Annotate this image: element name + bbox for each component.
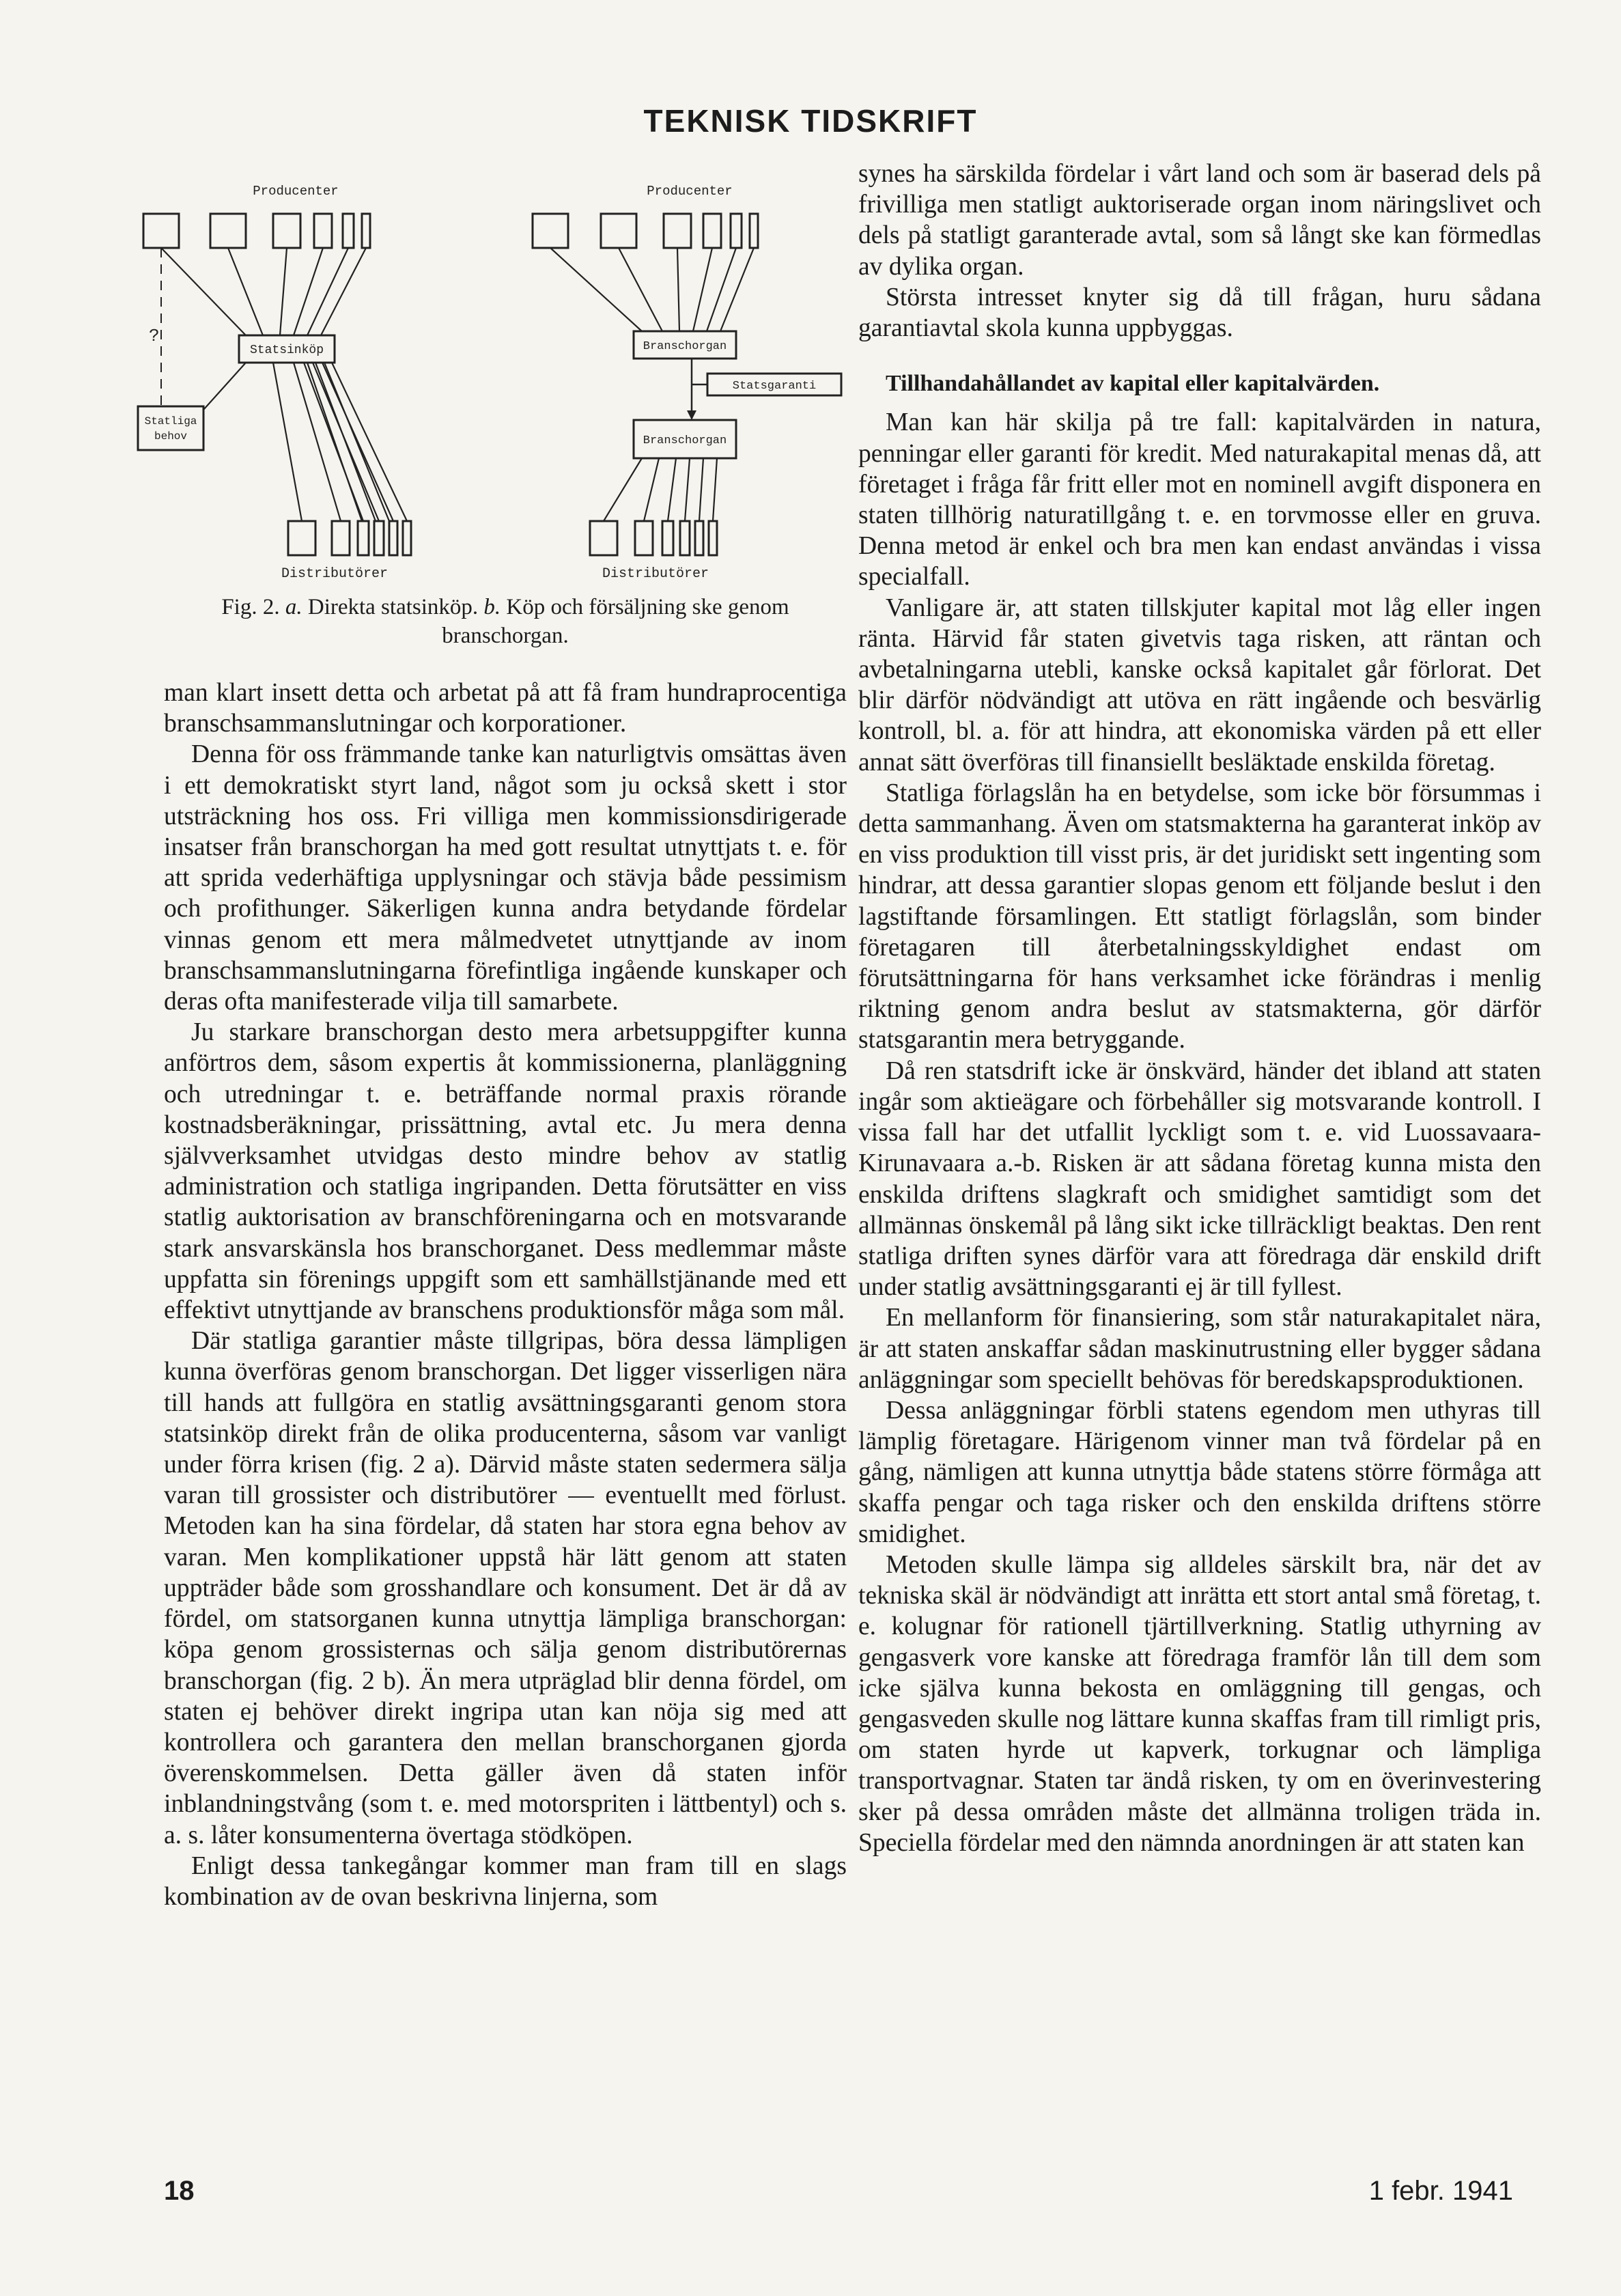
fig-a-producer-box <box>362 214 370 248</box>
section-heading: Tillhandahållandet av kapital eller kapitalvärden. <box>886 371 1380 397</box>
fig-b-producers-label: Producenter <box>647 184 733 199</box>
paragraph: Denna för oss främmande tanke kan naturligtvis omsättas även i ett demokratiskt styrt land, något som ju också skett i stor utsträckning hos oss. Fri villiga men kommissionsdirigerade insatser från branschorgan ha med gott resultat utnyttjats t. e. för att sprida vederhäftiga upplysningar och stävja både pessimism och profithunger. Säkerligen kunna andra betydande fördelar vinnas genom ett mera målmedvetet utnyttjande av inom branschsammanslutningarna förefintliga ingående kunskaper och deras ofta manifesterade vilja till samarbete. <box>164 740 847 1016</box>
fig-b-producer-box <box>750 214 758 248</box>
fig-a-distributors-label: Distributörer <box>281 566 389 577</box>
left-column <box>164 677 847 1912</box>
fig-a-producer-box <box>273 214 300 248</box>
fig-b-distributor-box <box>635 521 653 555</box>
fig-a-distributor-box <box>288 521 315 555</box>
paragraph: synes ha särskilda fördelar i vårt land och som är baserad dels på frivilliga men statligt auktoriserade organ inom näringslivet och dels på statligt garanterade avtal, som så långt ske kan förmedlas av dylika organ. <box>858 160 1541 281</box>
paragraph: Enligt dessa tankegångar kommer man fram till en slags kombination av de ovan beskrivna linjerna, som <box>164 1851 847 1911</box>
fig-a-question-mark: ? <box>149 326 160 346</box>
paragraph: Statliga förlagslån ha en betydelse, som icke bör försummas i detta sammanhang. Även om statsmakterna ha garanterat inköp av en viss produktion till visst pris, är det juridiskt sett ingenting som hindrar, att dessa garantier slopas genom ett följande beslut i den lagstiftande församlingen. Ett statligt förlagslån, som binder företagaren till återbetalningsskyldighet endast om förutsättningarna för hans verksamhet icke förändras i menlig riktning genom andra beslut av statsmakterna, gör därför statsgarantin mera betryggande. <box>858 779 1541 1054</box>
fig-a-center-label: Statsinköp <box>249 344 324 357</box>
fig-b-producer-box <box>664 214 691 248</box>
page-number: 18 <box>164 2176 195 2206</box>
fig-b-center-label: Branschorgan <box>643 340 727 353</box>
figure-caption <box>164 593 847 650</box>
fig-b-producer-box <box>533 214 568 248</box>
fig-a-distributor-box <box>403 521 411 555</box>
fig-b-distributor-box <box>590 521 617 555</box>
paragraph: Dessa anläggningar förbli statens egendom men uthyras till lämplig företagare. Härigenom vinner man två fördelar på en gång, nämligen att kunna utnyttja både statens större förmåga att skaffa pengar och taga risker och den enskilda driftens större smidighet. <box>858 1396 1541 1548</box>
fig-a-distributor-box <box>374 521 384 555</box>
paragraph: Metoden skulle lämpa sig alldeles särskilt bra, när det av tekniska skäl är nödvändigt att inrätta ett stort antal små företag, t. e. kolugnar för rationell tjärtillverkning. Statlig uthyrning av gengasverk vore kanske att föredraga framför lån till dem som icke själva kunna bekosta en omläggning till gengas, och gengasveden skulle nog lättare kunna skaffas fram till rimligt pris, om staten hyrde ut kapverk, torkugnar och lämpliga transportvagnar. Staten tar ändå risken, ty om en överinvestering sker på dessa områden måste det allmänna troligen träda in. Speciella fördelar med den nämnda anordningen är att staten kan <box>858 1550 1541 1857</box>
fig-a-producer-box <box>210 214 246 248</box>
fig-caption-b-label: b. <box>483 595 501 619</box>
paragraph: Största intresset knyter sig då till frågan, huru sådana garantiavtal skola kunna uppbyggas. <box>858 283 1541 343</box>
fig-a-distributor-box <box>332 521 350 555</box>
fig-b-distributor-box <box>680 521 690 555</box>
fig-number: Fig. 2. <box>221 595 280 619</box>
fig-a-distributor-box <box>389 521 397 555</box>
paragraph: Man kan här skilja på tre fall: kapitalvärden in natura, penningar eller garanti för kredit. Med naturakapital menas då, att företaget i fråga får fritt eller mot en nominell avgift disponera en staten tillhörig naturatillgång t. e. en torvmosse eller en gruva. Denna metod är enkel och bra men kan endast användas i vissa specialfall. <box>858 408 1541 591</box>
paragraph: Ju starkare branschorgan desto mera arbetsuppgifter kunna anförtros dem, såsom expertis åt kommissionerna, planläggning och utredningar t. e. beträffande normal praxis rörande kostnadsberäkningar, prissättning, avtal etc. Ju mera denna självverksamhet utvidgas desto mindre behov av statlig administration och statliga ingripanden. Detta förutsätter en viss statlig auktorisation av branschföreningarna och en motsvarande stark ansvarskänsla hos branschorganet. Dess medlemmar måste uppfatta sin förenings uppgift som ett samhällstjänande med ett effektivt utnyttjande av branschens produktionsför måga som mål. <box>164 1018 847 1325</box>
fig-a-producer-box <box>143 214 179 248</box>
paragraph: Vanligare är, att staten tillskjuter kapital mot låg eller ingen ränta. Härvid får staten givetvis taga risken, att räntan och avbetalningarna utebli, kanske också kapitalet går förlorat. Det blir därför nödvändigt att utöva en rätt ingående och besvärlig kontroll, bl. a. för att hindra, att ekonomiska värden på ett eller annat sätt överföras till finansiellt besläktade enskilda företag. <box>858 593 1541 776</box>
fig-b-producer-box <box>703 214 721 248</box>
fig-a-state-needs-box <box>138 406 203 450</box>
journal-masthead: TEKNISK TIDSKRIFT <box>643 103 978 139</box>
paragraph: Då ren statsdrift icke är önskvärd, händer det ibland att staten ingår som aktieägare och förbehåller sig motsvarande kontroll. I vissa fall har det utfallit lyckligt som t. e. vid Luossavaara-Kirunavaara a.-b. Risken är att sådana företag kunna mista den enskilda driftens slagkraft och smidighet samtidigt som det allmännas önskemål på lång sikt icke tillräckligt beaktas. Den rent statliga driften synes därför vara att föredraga där enskild drift under statlig avsättningsgaranti ej är till fyllest. <box>858 1056 1541 1302</box>
fig-b-producer-box <box>731 214 742 248</box>
fig-b-distributor-box <box>709 521 717 555</box>
fig-a-state-needs-label-1: Statliga <box>144 415 197 428</box>
fig-b-producer-box <box>601 214 636 248</box>
fig-caption-a-text: Direkta statsinköp. <box>307 595 479 619</box>
issue-date: 1 febr. 1941 <box>1368 2176 1513 2206</box>
fig-caption-b-text: Köp och försäljning ske genom branschorgan. <box>442 595 789 648</box>
fig-caption-a-label: a. <box>285 595 302 619</box>
paragraph: Där statliga garantier måste tillgripas, böra dessa lämpligen kunna överföras genom branschorgan. Det ligger visserligen nära till hands att fullgöra en statlig avsättningsgaranti genom stora statsinköp direkt från de olika producenterna, såsom var vanligt under förra krisen (fig. 2 a). Därvid måste staten sedermera sälja varan till grossister och distributörer — eventuellt med förlust. Metoden kan ha sina fördelar, då staten har stora egna behov av varan. Men komplikationer uppstå här lätt genom att staten uppträder både som grosshandlare och konsument. Det är då av fördel, om statsorganen kunna utnyttja lämpliga branschorgan: köpa genom grossisternas och sälja genom distributörernas branschorgan (fig. 2 b). Än mera utpräglad blir denna fördel, om staten ej behöver direkt ingripa utan kan nöja sig med att kontrollera och garantera den mellan branschorganen gjorda överenskommelsen. Detta gäller även då staten inför inblandningstvång (som t. e. med motorspriten i lättbentyl) och s. a. s. låter konsumenterna övertaga stödköpen. <box>164 1327 847 1849</box>
fig-a-distributor-box <box>358 521 369 555</box>
fig-a-producers-label: Producenter <box>253 184 339 199</box>
fig-b-guarantee-label: Statsgaranti <box>732 380 817 393</box>
fig-a-state-needs-label-2: behov <box>154 430 188 443</box>
fig-a-producer-box <box>314 214 332 248</box>
right-column <box>858 158 1541 1858</box>
fig-b-lower-center-label: Branschorgan <box>643 434 727 447</box>
fig-b-distributor-box <box>695 521 703 555</box>
paragraph: En mellanform för finansiering, som står naturakapitalet nära, är att staten anskaffar sådan maskinutrustning eller bygger sådana anläggningar som speciellt behövas för beredskapsproduktionen. <box>858 1304 1541 1394</box>
fig-a-producer-box <box>343 214 354 248</box>
fig-b-distributor-box <box>662 521 673 555</box>
fig-b-distributors-label: Distributörer <box>602 566 709 577</box>
figure-2-diagram <box>137 174 847 577</box>
paragraph: man klart insett detta och arbetat på att få fram hundraprocentiga branschsammanslutningar och korporationer. <box>164 679 847 738</box>
